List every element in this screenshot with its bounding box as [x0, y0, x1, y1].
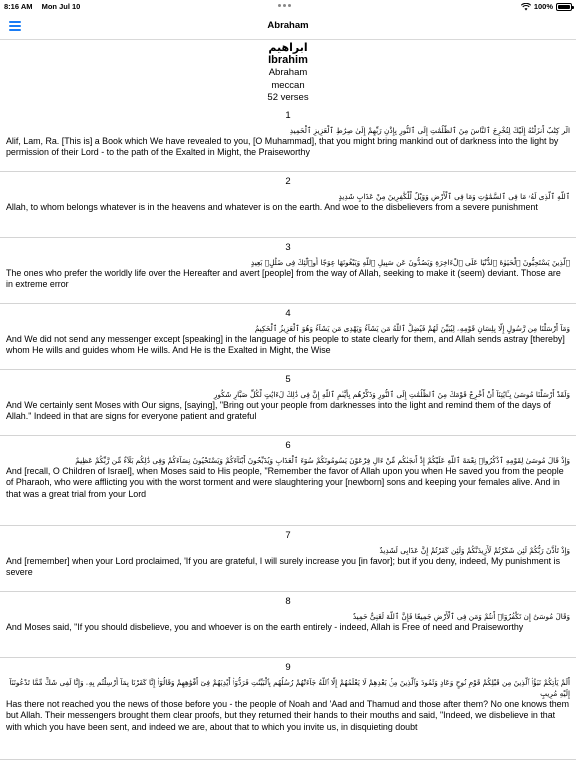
verse-arabic-text: الٓر كِتَٰبٌ أَنزَلْنَٰهُ إِلَيْكَ لِتُخْرِجَ ٱلنَّاسَ مِنَ ٱلظُّلُمَٰتِ إِلَى ٱلنُّورِ بِإِذْنِ رَبِّهِمْ إِلَىٰ صِرَٰطِ ٱلْعَزِيزِ ٱلْحَمِيدِ — [289, 126, 570, 135]
verse-item[interactable] — [0, 526, 576, 592]
surah-verse-count: 52 verses — [267, 92, 309, 103]
status-date: Mon Jul 10 — [41, 2, 81, 11]
verse-arabic-text: وَإِذْ تَأَذَّنَ رَبُّكُمْ لَئِن شَكَرْتُمْ لَأَزِيدَنَّكُمْ وَلَئِن كَفَرْتُمْ إِنَّ عَذَابِى لَشَدِيدٌ — [379, 546, 570, 555]
verse-number: 9 — [285, 662, 291, 673]
verse-arabic-text: وَقَالَ مُوسَىٰٓ إِن تَكْفُرُوٓا۟ أَنتُمْ وَمَن فِى ٱلْأَرْضِ جَمِيعًا فَإِنَّ ٱللَّهَ لَغَنِىٌّ حَمِيدٌ — [352, 612, 570, 621]
verse-arabic-text: وَمَآ أَرْسَلْنَا مِن رَّسُولٍ إِلَّا بِلِسَانِ قَوْمِهِۦ لِيُبَيِّنَ لَهُمْ فَيُضِلُّ ٱللَّهُ مَن يَشَآءُ وَيَهْدِى مَن يَشَآءُ وَهُوَ ٱلْعَزِيزُ ٱلْحَكِيمُ — [254, 324, 570, 333]
verse-arabic-text: وَإِذْ قَالَ مُوسَىٰ لِقَوْمِهِ ٱذْكُرُوا۟ نِعْمَةَ ٱللَّهِ عَلَيْكُمْ إِذْ أَنجَىٰكُم مِّنْ ءَالِ فِرْعَوْنَ يَسُومُونَكُمْ سُوٓءَ ٱلْعَذَابِ وَيُذَبِّحُونَ أَبْنَآءَكُمْ وَيَسْتَحْيُونَ نِسَآءَكُمْ وَفِى ذَٰلِكُم بَلَآءٌ مِّن رَّبِّكُمْ عَظِيمٌ — [75, 456, 570, 465]
verse-item[interactable] — [0, 172, 576, 238]
wifi-icon — [521, 3, 531, 11]
surah-name: Ibrahim — [268, 54, 308, 66]
verse-number: 2 — [285, 176, 291, 187]
verse-translation: And Moses said, "If you should disbelieve, you and whoever is on the earth entirely - indeed, Allah is Free of need and Praiseworthy — [6, 622, 524, 632]
verse-item[interactable] — [0, 238, 576, 304]
verse-translation: And We did not send any messenger except [speaking] in the language of his people to state clearly for them, and Allah sends astray [thereby] whom He wills and guides whom He wills. And He is the Exalted in Might, the Wise — [6, 334, 565, 356]
verse-item[interactable] — [0, 592, 576, 658]
verse-translation: Has there not reached you the news of those before you - the people of Noah and 'Aad and Thamud and those after them? No one knows them but Allah. Their messengers brought them clear proofs, but they returned their hands to their mouths and said, "Indeed, we disbelieve in that with which you have been sent, and indeed we are, about that to which you invite us, in disquieting doubt — [6, 699, 569, 732]
surah-english-name: Abraham — [268, 67, 308, 78]
battery-percent: 100% — [533, 2, 553, 11]
multitasking-dots-icon[interactable] — [278, 4, 298, 8]
verse-item[interactable] — [0, 304, 576, 370]
verse-arabic-text: أَلَمْ يَأْتِكُمْ نَبَؤُا۟ ٱلَّذِينَ مِن قَبْلِكُمْ قَوْمِ نُوحٍ وَعَادٍ وَثَمُودَ وَٱلَّذِينَ مِنۢ بَعْدِهِمْ لَا يَعْلَمُهُمْ إِلَّا ٱللَّهُ جَآءَتْهُمْ رُسُلُهُم بِٱلْبَيِّنَٰتِ فَرَدُّوٓا۟ أَيْدِيَهُمْ فِىٓ أَفْوَٰهِهِمْ وَقَالُوٓا۟ إِنَّا كَفَرْنَا بِمَآ أُرْسِلْتُم بِهِۦ وَإِنَّا لَفِى شَكٍّ مِّمَّا تَدْعُونَنَآ إِلَيْهِ مُرِيبٍ — [9, 678, 570, 698]
surah-header — [0, 40, 576, 105]
verse-number: 4 — [285, 308, 291, 319]
verse-translation: The ones who prefer the worldly life over the Hereafter and avert [people] from the way of Allah, seeking to make it (seem) deviant. Those are in extreme error — [6, 268, 561, 290]
nav-title: Abraham — [267, 20, 309, 31]
verse-arabic-text: ٱللَّهِ ٱلَّذِى لَهُۥ مَا فِى ٱلسَّمَٰوَٰتِ وَمَا فِى ٱلْأَرْضِ وَوَيْلٌ لِّلْكَٰفِرِينَ مِنْ عَذَابٍ شَدِيدٍ — [338, 192, 570, 201]
verse-arabic-text: وَلَقَدْ أَرْسَلْنَا مُوسَىٰ بِـَٔايَٰتِنَآ أَنْ أَخْرِجْ قَوْمَكَ مِنَ ٱلظُّلُمَٰتِ إِلَى ٱلنُّورِ وَذَكِّرْهُم بِأَيَّىٰمِ ٱللَّهِ إِنَّ فِى ذَٰلِكَ لَءَايَٰتٍ لِّكُلِّ صَبَّارٍ شَكُورٍ — [213, 390, 570, 399]
verse-translation: And [recall, O Children of Israel], when Moses said to His people, "Remember the favor of Allah upon you when He saved you from the people of Pharaoh, who were afflicting you with the worst torment and were slaughtering your [newborn] sons and keeping your females alive. And in that was a great trial from your Lord — [6, 466, 564, 499]
verse-number: 3 — [285, 242, 291, 253]
verse-translation: And [remember] when your Lord proclaimed, 'If you are grateful, I will surely increase you [in favor]; but if you deny, indeed, My punishment is severe — [6, 556, 561, 578]
status-time: 8:16 AM — [4, 2, 33, 11]
verse-translation: Allah, to whom belongs whatever is in the heavens and whatever is on the earth. And woe to the disbelievers from a severe punishment — [6, 202, 538, 212]
verse-arabic-text: ٱلَّذِينَ يَسْتَحِبُّونَ ٱلْحَيَوٰةَ ٱلدُّنْيَا عَلَى ٱلْءَاخِرَةِ وَيَصُدُّونَ عَن سَبِيلِ ٱللَّهِ وَيَبْغُونَهَا عِوَجًا أُو۟لَٰٓئِكَ فِى ضَلَٰلٍۭ بَعِيدٍ — [250, 258, 570, 267]
battery-icon — [556, 3, 572, 11]
verse-translation: Alif, Lam, Ra. [This is] a Book which We have revealed to you, [O Muhammad], that you might bring mankind out of darkness into the light by permission of their Lord - to the path of the Exalted in Might, the Praiseworthy — [6, 136, 559, 158]
surah-revelation-type: meccan — [271, 79, 305, 91]
verse-number: 1 — [285, 110, 291, 121]
verse-number: 7 — [285, 530, 291, 541]
surah-arabic-name: ابراهيم — [268, 41, 308, 54]
status-bar — [0, 0, 576, 12]
verse-number: 8 — [285, 596, 291, 607]
verse-number: 6 — [285, 440, 291, 451]
verse-number: 5 — [285, 374, 291, 385]
verse-item[interactable] — [0, 658, 576, 760]
verse-item[interactable] — [0, 436, 576, 526]
navigation-bar — [0, 12, 576, 40]
verse-item[interactable] — [0, 106, 576, 172]
verse-translation: And We certainly sent Moses with Our signs, [saying], "Bring out your people from darknesses into the light and remind them of the days of Allah." Indeed in that are signs for everyone patient and grateful — [6, 400, 551, 422]
verse-item[interactable] — [0, 370, 576, 436]
